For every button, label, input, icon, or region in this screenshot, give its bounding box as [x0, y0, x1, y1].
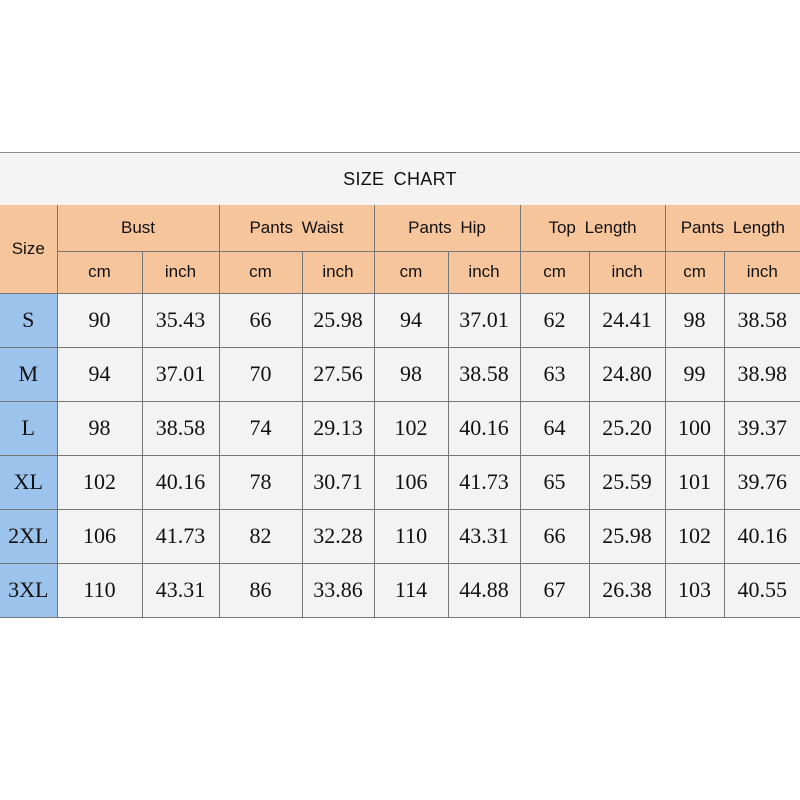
value-cell: 43.31 [448, 509, 520, 563]
size-label: 3XL [0, 563, 57, 617]
value-cell: 114 [374, 563, 448, 617]
value-cell: 90 [57, 293, 142, 347]
group-header-top-length: Top Length [520, 205, 665, 251]
value-cell: 106 [374, 455, 448, 509]
value-cell: 82 [219, 509, 302, 563]
group-header-pants-hip: Pants Hip [374, 205, 520, 251]
value-cell: 37.01 [142, 347, 219, 401]
unit-header-cm: cm [665, 251, 724, 293]
value-cell: 38.98 [724, 347, 800, 401]
chart-title: SIZE CHART [0, 153, 800, 205]
size-label: M [0, 347, 57, 401]
size-label: XL [0, 455, 57, 509]
value-cell: 62 [520, 293, 589, 347]
value-cell: 94 [57, 347, 142, 401]
value-cell: 40.55 [724, 563, 800, 617]
group-header-pants-waist: Pants Waist [219, 205, 374, 251]
table-row [0, 563, 800, 617]
value-cell: 99 [665, 347, 724, 401]
value-cell: 64 [520, 401, 589, 455]
value-cell: 40.16 [142, 455, 219, 509]
value-cell: 74 [219, 401, 302, 455]
group-header-pants-length: Pants Length [665, 205, 800, 251]
table-row [0, 293, 800, 347]
value-cell: 24.80 [589, 347, 665, 401]
value-cell: 94 [374, 293, 448, 347]
value-cell: 98 [665, 293, 724, 347]
value-cell: 29.13 [302, 401, 374, 455]
value-cell: 102 [374, 401, 448, 455]
value-cell: 86 [219, 563, 302, 617]
value-cell: 78 [219, 455, 302, 509]
size-label: S [0, 293, 57, 347]
value-cell: 25.98 [589, 509, 665, 563]
value-cell: 106 [57, 509, 142, 563]
value-cell: 67 [520, 563, 589, 617]
table-row [0, 401, 800, 455]
value-cell: 103 [665, 563, 724, 617]
unit-header-inch: inch [142, 251, 219, 293]
value-cell: 66 [219, 293, 302, 347]
value-cell: 25.98 [302, 293, 374, 347]
value-cell: 43.31 [142, 563, 219, 617]
size-column-header: Size [0, 205, 57, 293]
value-cell: 101 [665, 455, 724, 509]
unit-header-cm: cm [520, 251, 589, 293]
value-cell: 98 [374, 347, 448, 401]
unit-header-inch: inch [302, 251, 374, 293]
value-cell: 40.16 [724, 509, 800, 563]
value-cell: 38.58 [142, 401, 219, 455]
unit-header-inch: inch [589, 251, 665, 293]
value-cell: 41.73 [142, 509, 219, 563]
unit-header-cm: cm [374, 251, 448, 293]
value-cell: 39.76 [724, 455, 800, 509]
value-cell: 39.37 [724, 401, 800, 455]
value-cell: 100 [665, 401, 724, 455]
size-table [0, 205, 800, 618]
value-cell: 110 [374, 509, 448, 563]
value-cell: 24.41 [589, 293, 665, 347]
value-cell: 35.43 [142, 293, 219, 347]
size-label: L [0, 401, 57, 455]
value-cell: 33.86 [302, 563, 374, 617]
value-cell: 26.38 [589, 563, 665, 617]
value-cell: 38.58 [448, 347, 520, 401]
group-header-bust: Bust [57, 205, 219, 251]
unit-header-cm: cm [57, 251, 142, 293]
value-cell: 110 [57, 563, 142, 617]
value-cell: 102 [665, 509, 724, 563]
value-cell: 25.20 [589, 401, 665, 455]
value-cell: 41.73 [448, 455, 520, 509]
value-cell: 27.56 [302, 347, 374, 401]
value-cell: 65 [520, 455, 589, 509]
unit-header-inch: inch [724, 251, 800, 293]
value-cell: 66 [520, 509, 589, 563]
value-cell: 38.58 [724, 293, 800, 347]
value-cell: 40.16 [448, 401, 520, 455]
value-cell: 25.59 [589, 455, 665, 509]
unit-header-inch: inch [448, 251, 520, 293]
size-label: 2XL [0, 509, 57, 563]
unit-header-cm: cm [219, 251, 302, 293]
table-row [0, 455, 800, 509]
value-cell: 32.28 [302, 509, 374, 563]
value-cell: 98 [57, 401, 142, 455]
value-cell: 37.01 [448, 293, 520, 347]
value-cell: 102 [57, 455, 142, 509]
value-cell: 30.71 [302, 455, 374, 509]
table-row [0, 347, 800, 401]
value-cell: 63 [520, 347, 589, 401]
size-chart [0, 152, 800, 621]
value-cell: 70 [219, 347, 302, 401]
value-cell: 44.88 [448, 563, 520, 617]
table-row [0, 509, 800, 563]
